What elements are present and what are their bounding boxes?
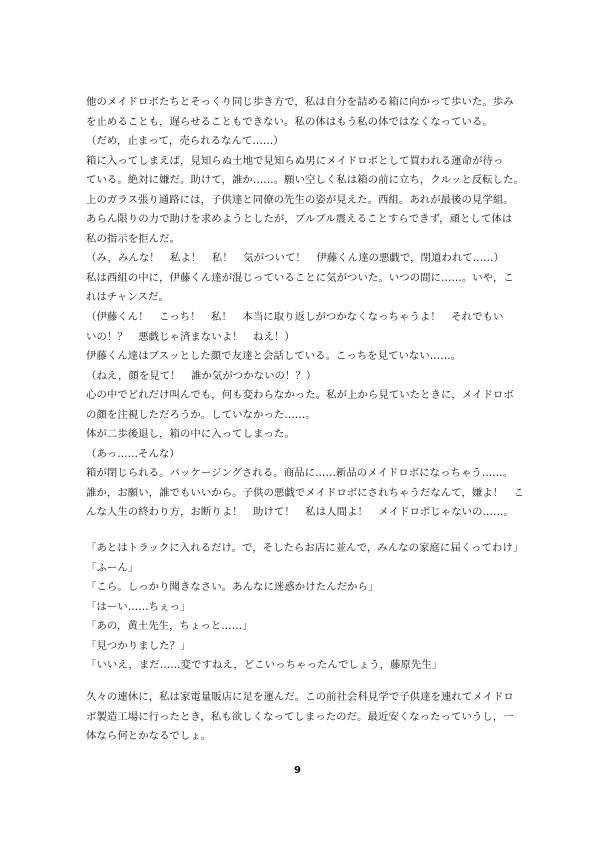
text-line: いの！？ 悪戯じゃ済まないよ！ ねえ！）: [86, 330, 295, 343]
text-line: 「あとはトラックに入れるだけ。で，そしたらお店に並んで，みんなの家庭に届くってわけ」: [86, 542, 524, 554]
text-line: （ねえ，顔を見て！ 誰か気がつかないの！？）: [86, 369, 317, 382]
text-line: 私の指示を拒んだ。: [86, 232, 180, 245]
text-line: 「いいえ，まだ……変ですねえ，どこいっちゃったんでしょう，藤原先生」: [86, 659, 443, 672]
text-line: 誰か，お願い，誰でもいいから。子供の悪戯でメイドロボにされちゃうだなんて，嫌よ！ こ: [86, 486, 525, 499]
text-line: ている。絶対に嫌だ。助けて，誰か……。願い空しく私は箱の前に立ち，クルッと反転した。: [86, 174, 524, 187]
story-section-epilogue: [86, 688, 512, 747]
story-section-factory: [86, 93, 525, 523]
text-line: れはチャンスだ。: [86, 291, 169, 304]
text-line: 「ふーん」: [86, 561, 139, 574]
text-line: 体なら何とかなるでしょ。: [86, 730, 212, 743]
text-line: あらん限りの力で助けを求めようとしたが，ブルブル震えることすらできず，頑として体は: [86, 213, 513, 226]
text-line: （伊藤くん！ こっち！ 私！ 本当に取り返しがつかなくなっちゃうよ！ それでもい: [86, 311, 504, 324]
text-line: （だめ，止まって，売られるなんて……）: [86, 135, 284, 148]
text-line: 箱が閉じられる。パッケージングされる。商品に……新品のメイドロボになっちゃう……。: [86, 467, 514, 480]
text-line: 上のガラス張り通路には，子供達と同僚の先生の姿が見えた。西組。あれが最後の見学組。: [86, 193, 514, 206]
text-line: （あっ……そんな）: [86, 447, 180, 460]
text-line: 「見つかりました？」: [86, 639, 191, 652]
text-line: 他のメイドロボたちとそっくり同じ歩き方で，私は自分を詰める箱に向かって歩いた。歩み: [86, 96, 514, 108]
page-number: 9: [294, 765, 301, 776]
text-line: 「あの，黄土先生，ちょっと……」: [86, 620, 253, 633]
text-line: （み，みんな！ 私よ！ 私！ 気がついて！ 伊藤くん達の悪戯で，閉道われて……）: [86, 252, 505, 265]
text-line: ボ製造工場に行ったとき，私も欲しくなってしまったのだ。最近安くなったっていうし，一: [86, 710, 514, 723]
text-line: 「はーい……ちぇっ」: [86, 600, 191, 613]
text-line: 体が二歩後退し，箱の中に入ってしまった。: [86, 428, 295, 441]
text-line: を止めることも，遅らせることもできない。私の体はもう私の体ではなくなっている。: [86, 115, 493, 128]
text-line: 伊藤くん達はブスッとした顔で友達と会話している。こっちを見ていない……。: [86, 350, 462, 363]
text-line: 心の中でどれだけ叫んでも，何も変わらなかった。私が上から見ていたときに，メイドロボ: [86, 389, 514, 402]
text-line: 「こら。しっかり聞きなさい。あんなに迷惑かけたんだから」: [86, 581, 379, 594]
text-line: 箱に入ってしまえば，見知らぬ土地で見知らぬ男にメイドロボとして買われる運命が待っ: [86, 154, 504, 167]
story-section-dialogue: [86, 539, 524, 676]
text-line: んな人生の終わり方，お断りよ！ 助けて！ 私は人間よ！ メイドロボじゃないの……。: [86, 506, 514, 519]
text-line: の顔を注視しただろうか。していなかった……。: [86, 408, 316, 421]
text-line: 久々の連休に，私は家電量販店に足を運んだ。この前社会科見学で子供達を連れてメイドロ: [86, 691, 514, 703]
text-line: 私は西組の中に，伊藤くん達が混じっていることに気がついた。いつの間に……。いや，こ: [86, 271, 514, 284]
